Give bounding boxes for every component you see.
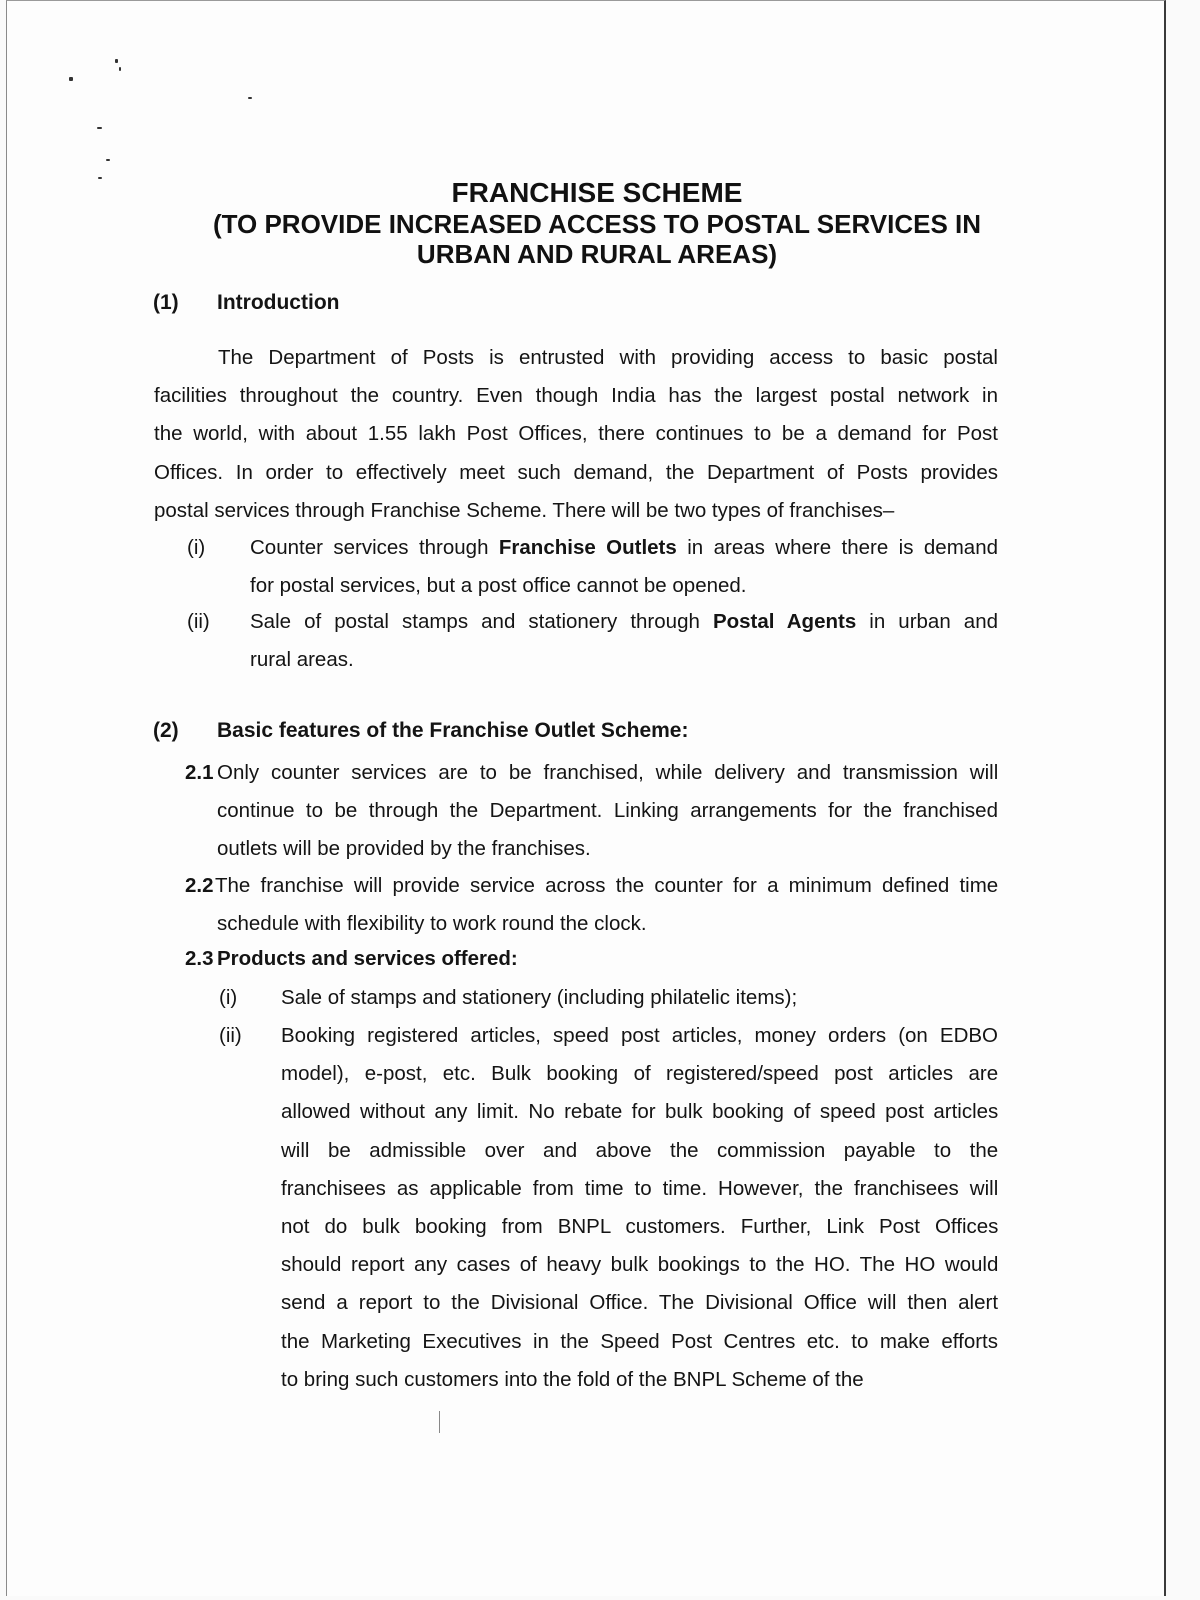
list-item xyxy=(250,603,998,679)
intro-line: The Department of Posts is entrusted with providing access to basic postal xyxy=(218,346,998,369)
list-item xyxy=(281,1017,998,1399)
clause-line: continue to be through the Department. Linking arrangements for the franchised xyxy=(217,799,998,823)
list-item-line: to bring such customers into the fold of the BNPL Scheme of the xyxy=(281,1367,864,1391)
scan-speck xyxy=(248,97,252,99)
intro-line: postal services through Franchise Scheme. There will be two types of franchises– xyxy=(154,498,895,522)
clause-line: The franchise will provide service across the counter for a minimum defined time xyxy=(215,874,999,897)
list-item-line: model), e-post, etc. Bulk booking of registered/speed post articles are xyxy=(281,1062,999,1086)
scan-speck xyxy=(106,159,110,161)
intro-line: the world, with about 1.55 lakh Post Offices, there continues to be a demand for Post xyxy=(154,422,998,446)
scanned-page xyxy=(6,0,1166,1596)
list-item-line: rural areas. xyxy=(250,648,354,672)
clause-2-1 xyxy=(217,754,998,869)
section-2-number: (2) xyxy=(153,719,179,742)
list-item-line: not do bulk booking from BNPL customers. Further, Link Post Offices xyxy=(281,1215,999,1239)
list-marker: (i) xyxy=(219,986,238,1009)
list-item-line: for postal services, but a post office cannot be opened. xyxy=(250,574,747,598)
list-item-line: Sale of stamps and stationery (including philatelic items); xyxy=(281,986,798,1009)
intro-paragraph xyxy=(154,339,998,530)
clause-line: Only counter services are to be franchised, while delivery and transmission will xyxy=(217,761,999,784)
list-marker: (ii) xyxy=(187,610,210,633)
document-title: FRANCHISE SCHEME xyxy=(451,177,743,208)
list-item xyxy=(250,529,998,605)
clause-number: 2.3 xyxy=(185,947,214,970)
scan-speck xyxy=(98,177,102,179)
clause-2-2 xyxy=(215,867,998,943)
clause-2-3-heading: Products and services offered: xyxy=(217,947,518,970)
list-item-line: allowed without any limit. No rebate for bulk booking of speed post articles xyxy=(281,1100,999,1124)
list-item-line: Sale of postal stamps and stationery through Postal Agents in urban and xyxy=(250,610,999,633)
list-item-line: Counter services through Franchise Outlets in areas where there is demand xyxy=(250,536,998,559)
section-2-heading xyxy=(153,719,688,743)
scan-mark xyxy=(439,1411,440,1433)
scan-speck xyxy=(69,77,73,81)
intro-line: Offices. In order to effectively meet such demand, the Department of Posts provides xyxy=(154,460,998,484)
list-item-line: send a report to the Divisional Office. The Divisional Office will then alert xyxy=(281,1291,999,1315)
section-1-heading xyxy=(153,291,339,315)
scan-speck xyxy=(115,59,118,63)
list-marker: (ii) xyxy=(219,1024,242,1047)
section-1-title: Introduction xyxy=(217,291,340,314)
document-subtitle-line-2: URBAN AND RURAL AREAS) xyxy=(416,239,778,269)
list-item-line: Booking registered articles, speed post articles, money orders (on EDBO xyxy=(281,1024,998,1047)
clause-line: schedule with flexibility to work round the clock. xyxy=(217,912,647,936)
list-item-line: will be admissible over and above the commission payable to the xyxy=(281,1138,999,1162)
clause-number: 2.1 xyxy=(185,761,214,784)
list-item xyxy=(281,979,998,1017)
section-1-number: (1) xyxy=(153,291,179,314)
list-marker: (i) xyxy=(187,536,206,559)
intro-line: facilities throughout the country. Even though India has the largest postal network in xyxy=(154,384,998,408)
section-2-title: Basic features of the Franchise Outlet Scheme: xyxy=(217,719,689,742)
list-item-line: should report any cases of heavy bulk bookings to the HO. The HO would xyxy=(281,1253,999,1277)
document-subtitle-line-1: (TO PROVIDE INCREASED ACCESS TO POSTAL SERVICES IN xyxy=(212,209,982,239)
scan-speck xyxy=(97,127,102,129)
list-item-line: franchisees as applicable from time to time. However, the franchisees will xyxy=(281,1176,999,1200)
clause-line: outlets will be provided by the franchises. xyxy=(217,837,591,861)
list-item-line: the Marketing Executives in the Speed Post Centres etc. to make efforts xyxy=(281,1329,998,1353)
scan-speck xyxy=(119,67,121,71)
document-title-block xyxy=(157,177,1037,269)
clause-number: 2.2 xyxy=(185,874,214,897)
